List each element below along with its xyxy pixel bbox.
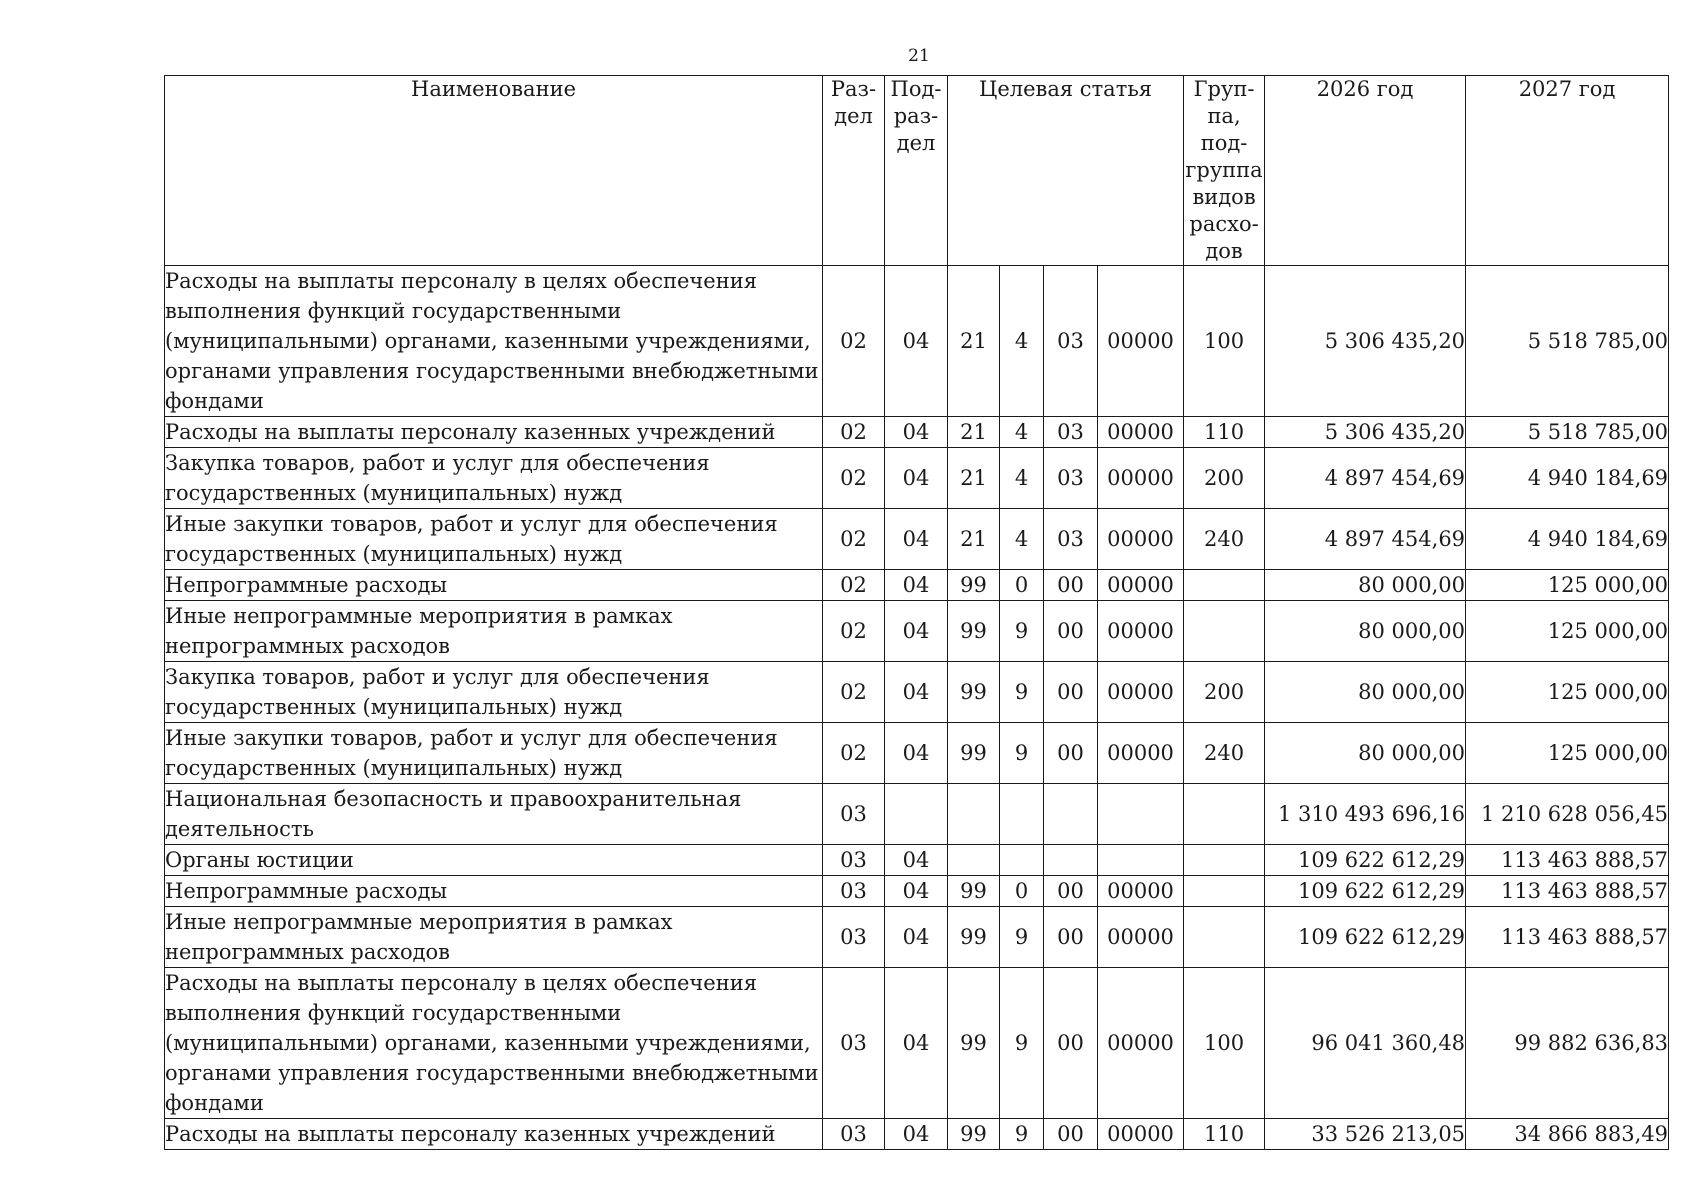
row-target-type bbox=[1000, 845, 1044, 876]
row-name: Иные непрограммные мероприятия в рамках непрограммных расходов bbox=[165, 601, 823, 662]
row-expense-group: 100 bbox=[1184, 266, 1265, 417]
row-target-subprogram bbox=[1044, 784, 1098, 845]
row-amount-2026: 109 622 612,29 bbox=[1265, 876, 1466, 907]
row-expense-group: 240 bbox=[1184, 723, 1265, 784]
budget-table bbox=[164, 75, 1669, 1150]
row-target-subprogram: 00 bbox=[1044, 662, 1098, 723]
row-podrazdel: 04 bbox=[885, 876, 948, 907]
table-row bbox=[165, 876, 1669, 907]
row-name: Органы юстиции bbox=[165, 845, 823, 876]
row-razdel: 03 bbox=[823, 968, 885, 1119]
row-amount-2027: 4 940 184,69 bbox=[1466, 448, 1669, 509]
row-target-type: 0 bbox=[1000, 876, 1044, 907]
row-expense-group bbox=[1184, 907, 1265, 968]
row-target-type: 4 bbox=[1000, 266, 1044, 417]
table-row bbox=[165, 448, 1669, 509]
row-target-direction: 00000 bbox=[1098, 266, 1184, 417]
row-expense-group: 200 bbox=[1184, 662, 1265, 723]
row-podrazdel: 04 bbox=[885, 266, 948, 417]
header-target-article: Целевая статья bbox=[948, 76, 1184, 266]
row-razdel: 02 bbox=[823, 266, 885, 417]
row-razdel: 03 bbox=[823, 907, 885, 968]
row-amount-2026: 4 897 454,69 bbox=[1265, 448, 1466, 509]
row-podrazdel: 04 bbox=[885, 907, 948, 968]
row-target-subprogram: 00 bbox=[1044, 968, 1098, 1119]
row-target-direction: 00000 bbox=[1098, 907, 1184, 968]
row-target-subprogram: 03 bbox=[1044, 448, 1098, 509]
row-amount-2026: 96 041 360,48 bbox=[1265, 968, 1466, 1119]
row-target-program: 21 bbox=[948, 266, 1000, 417]
row-target-program: 21 bbox=[948, 448, 1000, 509]
row-target-subprogram: 00 bbox=[1044, 1119, 1098, 1150]
row-razdel: 02 bbox=[823, 723, 885, 784]
row-target-type: 9 bbox=[1000, 968, 1044, 1119]
row-podrazdel: 04 bbox=[885, 417, 948, 448]
row-name: Непрограммные расходы bbox=[165, 876, 823, 907]
row-target-direction: 00000 bbox=[1098, 723, 1184, 784]
row-target-program: 21 bbox=[948, 509, 1000, 570]
row-razdel: 03 bbox=[823, 845, 885, 876]
row-target-direction: 00000 bbox=[1098, 570, 1184, 601]
row-podrazdel bbox=[885, 784, 948, 845]
row-amount-2027: 34 866 883,49 bbox=[1466, 1119, 1669, 1150]
row-target-direction: 00000 bbox=[1098, 1119, 1184, 1150]
table-row bbox=[165, 509, 1669, 570]
row-amount-2026: 80 000,00 bbox=[1265, 601, 1466, 662]
row-razdel: 02 bbox=[823, 448, 885, 509]
row-target-direction bbox=[1098, 784, 1184, 845]
row-target-subprogram: 00 bbox=[1044, 723, 1098, 784]
row-target-type: 4 bbox=[1000, 417, 1044, 448]
row-razdel: 03 bbox=[823, 876, 885, 907]
row-expense-group bbox=[1184, 784, 1265, 845]
row-amount-2027: 1 210 628 056,45 bbox=[1466, 784, 1669, 845]
row-razdel: 02 bbox=[823, 417, 885, 448]
row-amount-2027: 125 000,00 bbox=[1466, 601, 1669, 662]
row-name: Закупка товаров, работ и услуг для обеспечения государственных (муниципальных) нужд bbox=[165, 448, 823, 509]
table-row bbox=[165, 907, 1669, 968]
row-podrazdel: 04 bbox=[885, 723, 948, 784]
row-amount-2027: 5 518 785,00 bbox=[1466, 266, 1669, 417]
row-razdel: 02 bbox=[823, 601, 885, 662]
row-name: Национальная безопасность и правоохранительная деятельность bbox=[165, 784, 823, 845]
row-amount-2027: 125 000,00 bbox=[1466, 723, 1669, 784]
header-razdel: Раз- дел bbox=[823, 76, 885, 266]
header-year-2027: 2027 год bbox=[1466, 76, 1669, 266]
row-amount-2026: 109 622 612,29 bbox=[1265, 845, 1466, 876]
row-target-subprogram: 00 bbox=[1044, 570, 1098, 601]
row-amount-2026: 80 000,00 bbox=[1265, 570, 1466, 601]
table-row bbox=[165, 266, 1669, 417]
row-podrazdel: 04 bbox=[885, 845, 948, 876]
row-target-type: 0 bbox=[1000, 570, 1044, 601]
table-row bbox=[165, 784, 1669, 845]
row-target-direction: 00000 bbox=[1098, 968, 1184, 1119]
row-target-program bbox=[948, 784, 1000, 845]
row-amount-2026: 80 000,00 bbox=[1265, 662, 1466, 723]
row-podrazdel: 04 bbox=[885, 509, 948, 570]
row-amount-2027: 113 463 888,57 bbox=[1466, 876, 1669, 907]
row-target-direction: 00000 bbox=[1098, 601, 1184, 662]
row-expense-group: 240 bbox=[1184, 509, 1265, 570]
table-row bbox=[165, 723, 1669, 784]
row-name: Расходы на выплаты персоналу казенных учреждений bbox=[165, 417, 823, 448]
row-amount-2026: 5 306 435,20 bbox=[1265, 417, 1466, 448]
row-target-type: 9 bbox=[1000, 601, 1044, 662]
row-target-direction bbox=[1098, 845, 1184, 876]
row-amount-2026: 109 622 612,29 bbox=[1265, 907, 1466, 968]
table-row bbox=[165, 601, 1669, 662]
row-podrazdel: 04 bbox=[885, 601, 948, 662]
row-target-type: 9 bbox=[1000, 723, 1044, 784]
row-razdel: 02 bbox=[823, 509, 885, 570]
table-row bbox=[165, 570, 1669, 601]
row-razdel: 02 bbox=[823, 662, 885, 723]
row-target-program: 99 bbox=[948, 876, 1000, 907]
row-expense-group: 110 bbox=[1184, 417, 1265, 448]
row-expense-group: 100 bbox=[1184, 968, 1265, 1119]
table-row bbox=[165, 1119, 1669, 1150]
row-name: Непрограммные расходы bbox=[165, 570, 823, 601]
row-razdel: 03 bbox=[823, 784, 885, 845]
row-target-type: 4 bbox=[1000, 448, 1044, 509]
row-expense-group: 200 bbox=[1184, 448, 1265, 509]
row-target-direction: 00000 bbox=[1098, 662, 1184, 723]
row-target-direction: 00000 bbox=[1098, 417, 1184, 448]
row-amount-2027: 113 463 888,57 bbox=[1466, 845, 1669, 876]
row-target-subprogram: 00 bbox=[1044, 601, 1098, 662]
header-name: Наименование bbox=[165, 76, 823, 266]
row-target-subprogram: 03 bbox=[1044, 509, 1098, 570]
row-target-subprogram: 00 bbox=[1044, 907, 1098, 968]
row-target-direction: 00000 bbox=[1098, 876, 1184, 907]
row-podrazdel: 04 bbox=[885, 662, 948, 723]
table-row bbox=[165, 417, 1669, 448]
row-podrazdel: 04 bbox=[885, 448, 948, 509]
row-target-program: 99 bbox=[948, 723, 1000, 784]
table-row bbox=[165, 968, 1669, 1119]
header-year-2026: 2026 год bbox=[1265, 76, 1466, 266]
row-podrazdel: 04 bbox=[885, 968, 948, 1119]
row-target-subprogram: 03 bbox=[1044, 417, 1098, 448]
row-target-program: 99 bbox=[948, 570, 1000, 601]
row-amount-2026: 5 306 435,20 bbox=[1265, 266, 1466, 417]
row-target-program: 99 bbox=[948, 1119, 1000, 1150]
row-target-type: 9 bbox=[1000, 662, 1044, 723]
row-amount-2026: 1 310 493 696,16 bbox=[1265, 784, 1466, 845]
row-name: Иные закупки товаров, работ и услуг для обеспечения государственных (муниципальных) нужд bbox=[165, 723, 823, 784]
row-expense-group bbox=[1184, 845, 1265, 876]
row-target-program: 99 bbox=[948, 601, 1000, 662]
row-name: Расходы на выплаты персоналу казенных учреждений bbox=[165, 1119, 823, 1150]
row-amount-2027: 5 518 785,00 bbox=[1466, 417, 1669, 448]
header-podrazdel: Под- раз- дел bbox=[885, 76, 948, 266]
row-target-direction: 00000 bbox=[1098, 509, 1184, 570]
row-target-program: 21 bbox=[948, 417, 1000, 448]
row-amount-2027: 125 000,00 bbox=[1466, 662, 1669, 723]
row-podrazdel: 04 bbox=[885, 570, 948, 601]
row-target-program: 99 bbox=[948, 907, 1000, 968]
row-amount-2026: 80 000,00 bbox=[1265, 723, 1466, 784]
row-target-subprogram bbox=[1044, 845, 1098, 876]
row-target-program: 99 bbox=[948, 968, 1000, 1119]
table-row bbox=[165, 662, 1669, 723]
row-expense-group: 110 bbox=[1184, 1119, 1265, 1150]
table-row bbox=[165, 845, 1669, 876]
row-expense-group bbox=[1184, 876, 1265, 907]
row-target-type bbox=[1000, 784, 1044, 845]
row-amount-2027: 99 882 636,83 bbox=[1466, 968, 1669, 1119]
row-amount-2026: 4 897 454,69 bbox=[1265, 509, 1466, 570]
row-razdel: 02 bbox=[823, 570, 885, 601]
page-number: 21 bbox=[908, 46, 930, 66]
row-target-direction: 00000 bbox=[1098, 448, 1184, 509]
row-amount-2027: 4 940 184,69 bbox=[1466, 509, 1669, 570]
row-razdel: 03 bbox=[823, 1119, 885, 1150]
row-target-program bbox=[948, 845, 1000, 876]
row-name: Расходы на выплаты персоналу в целях обеспечения выполнения функций государственными (муниципальными) органами, казенными учреждениями, органами управления государственными внебюджетными фондами bbox=[165, 266, 823, 417]
row-name: Расходы на выплаты персоналу в целях обеспечения выполнения функций государственными (муниципальными) органами, казенными учреждениями, органами управления государственными внебюджетными фондами bbox=[165, 968, 823, 1119]
row-target-subprogram: 00 bbox=[1044, 876, 1098, 907]
row-target-type: 9 bbox=[1000, 907, 1044, 968]
row-name: Иные закупки товаров, работ и услуг для обеспечения государственных (муниципальных) нужд bbox=[165, 509, 823, 570]
row-amount-2026: 33 526 213,05 bbox=[1265, 1119, 1466, 1150]
row-name: Иные непрограммные мероприятия в рамках непрограммных расходов bbox=[165, 907, 823, 968]
row-amount-2027: 125 000,00 bbox=[1466, 570, 1669, 601]
row-target-program: 99 bbox=[948, 662, 1000, 723]
row-target-type: 4 bbox=[1000, 509, 1044, 570]
row-expense-group bbox=[1184, 570, 1265, 601]
header-group: Груп- па, под- группа видов расхо- дов bbox=[1184, 76, 1265, 266]
row-name: Закупка товаров, работ и услуг для обеспечения государственных (муниципальных) нужд bbox=[165, 662, 823, 723]
row-amount-2027: 113 463 888,57 bbox=[1466, 907, 1669, 968]
row-target-type: 9 bbox=[1000, 1119, 1044, 1150]
table-header-row bbox=[165, 76, 1669, 266]
row-podrazdel: 04 bbox=[885, 1119, 948, 1150]
row-expense-group bbox=[1184, 601, 1265, 662]
row-target-subprogram: 03 bbox=[1044, 266, 1098, 417]
